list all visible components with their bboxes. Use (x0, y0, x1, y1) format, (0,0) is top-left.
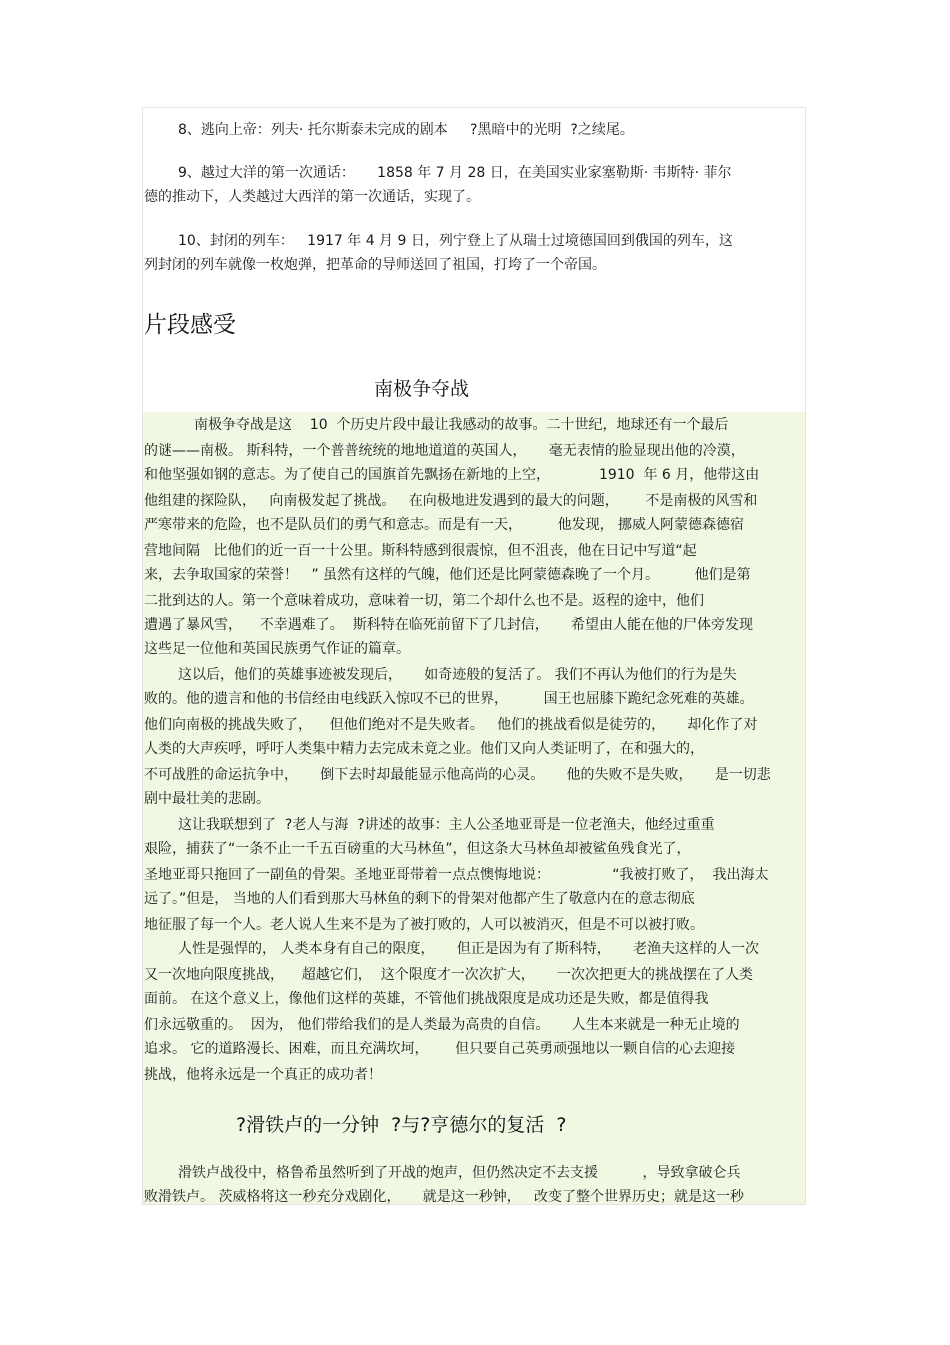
list-item-8: 8、逃向上帝：列夫· 托尔斯泰未完成的剧本 ?黑暗中的光明 ?之续尾。 (178, 122, 634, 138)
essay1-line: 营地间隔 比他们的近一百一十公里。斯科特感到很震惊，但不沮丧，他在日记中写道“起 (144, 543, 697, 559)
essay2-title: ?滑铁卢的一分钟 ?与?亨德尔的复活 ? (236, 1114, 567, 1136)
essay1-line: 圣地亚哥只拖回了一副鱼的骨架。圣地亚哥带着一点点懊悔地说： “我被打败了， 我出海太 (144, 867, 769, 883)
essay1-line: 艰险，捕获了“一条不止一千五百磅重的大马林鱼”，但这条大马林鱼却被鲨鱼残食光了， (144, 841, 691, 857)
essay1-line: 二批到达的人。第一个意味着成功，意味着一切，第二个却什么也不是。返程的途中，他们 (144, 593, 704, 609)
essay1-line: 远了。”但是， 当地的人们看到那大马林鱼的剩下的骨架对他都产生了敬意内在的意志彻底 (144, 891, 695, 907)
essay1-line: 人类的大声疾呼，呼吁人类集中精力去完成未竟之业。他们又向人类证明了，在和强大的， (144, 741, 704, 757)
essay1-line: 人性是强悍的， 人类本身有自己的限度， 但正是因为有了斯科特， 老渔夫这样的人一次 (178, 941, 759, 957)
essay1-line: 和他坚强如钢的意志。为了使自己的国旗首先飘扬在新地的上空， 1910 年 6 月，他带这由 (144, 467, 760, 483)
essay1-line: 剧中最壮美的悲剧。 (144, 791, 270, 807)
essay1-line: 又一次地向限度挑战， 超越它们， 这个限度才一次次扩大， 一次次把更大的挑战摆在了人类 (144, 967, 753, 983)
essay1-line: 这让我联想到了 ?老人与海 ?讲述的故事：主人公圣地亚哥是一位老渔夫，他经过重重 (178, 817, 715, 833)
essay1-line: 们永远敬重的。 因为， 他们带给我们的是人类最为高贵的自信。 人生本来就是一种无止境的 (144, 1017, 740, 1033)
list-item-10-line-2: 列封闭的列车就像一枚炮弹，把革命的导师送回了祖国，打垮了一个帝国。 (144, 257, 606, 273)
essay1-line: 追求。 它的道路漫长、困难，而且充满坎坷， 但只要自己英勇顽强地以一颗自信的心去迎接 (144, 1041, 736, 1057)
list-item-9-line-1: 9、越过大洋的第一次通话： 1858 年 7 月 28 日，在美国实业家塞勒斯· 韦斯特· 菲尔 (178, 165, 732, 181)
essay2-line: 滑铁卢战役中，格鲁希虽然听到了开战的炮声，但仍然决定不去支援 ，导致拿破仑兵 (178, 1165, 741, 1181)
essay1-line: 他们向南极的挑战失败了， 但他们绝对不是失败者。 他们的挑战看似是徒劳的， 却化作了对 (144, 717, 758, 733)
essay1-line: 严寒带来的危险，也不是队员们的勇气和意志。而是有一天， 他发现， 挪威人阿蒙德森德宿 (144, 517, 745, 533)
essay1-line: 的谜——南极。 斯科特，一个普普统统的地地道道的英国人， 毫无表情的脸显现出他的冷漠， (144, 443, 745, 459)
essay1-line: 遭遇了暴风雪， 不幸遇难了。 斯科特在临死前留下了几封信， 希望由人能在他的尸体旁发现 (144, 617, 753, 633)
essay1-line: 这以后，他们的英雄事迹被发现后， 如奇迹般的复活了。 我们不再认为他们的行为是失 (178, 667, 737, 683)
essay1-line: 南极争夺战是这 10 个历史片段中最让我感动的故事。二十世纪，地球还有一个最后 (194, 417, 729, 433)
essay2-line: 败滑铁卢。 茨威格将这一秒充分戏剧化， 就是这一秒钟， 改变了整个世界历史；就是这一秒 (144, 1189, 745, 1205)
essay1-line: 这些足一位他和英国民族勇气作证的篇章。 (144, 641, 410, 657)
essay1-line: 挑战，他将永远是一个真正的成功者！ (144, 1067, 382, 1083)
essay1-line: 他组建的探险队， 向南极发起了挑战。 在向极地进发遇到的最大的问题， 不是南极的风雪和 (144, 493, 758, 509)
list-item-9-line-2: 德的推动下，人类越过大西洋的第一次通话，实现了。 (144, 189, 480, 205)
section-title: 片段感受 (144, 312, 236, 338)
essay1-line: 地征服了每一个人。老人说人生来不是为了被打败的，人可以被消灭，但是不可以被打败。 (144, 917, 704, 933)
essay1-line: 不可战胜的命运抗争中， 倒下去时却最能显示他高尚的心灵。 他的失败不是失败， 是一切悲 (144, 767, 771, 783)
essay1-line: 面前。 在这个意义上，像他们这样的英雄，不管他们挑战限度是成功还是失败，都是值得我 (144, 991, 709, 1007)
essay1-line: 败的。他的遗言和他的书信经由电线跃入惊叹不已的世界， 国王也屈膝下跪纪念死难的英雄。 (144, 691, 754, 707)
essay1-title: 南极争夺战 (374, 378, 470, 400)
essay1-line: 来，去争取国家的荣誉！ ” 虽然有这样的气魄，他们还是比阿蒙德森晚了一个月。 他们是第 (144, 567, 751, 583)
list-item-10-line-1: 10、封闭的列车： 1917 年 4 月 9 日，列宁登上了从瑞士过境德国回到俄国的列车，这 (178, 233, 733, 249)
